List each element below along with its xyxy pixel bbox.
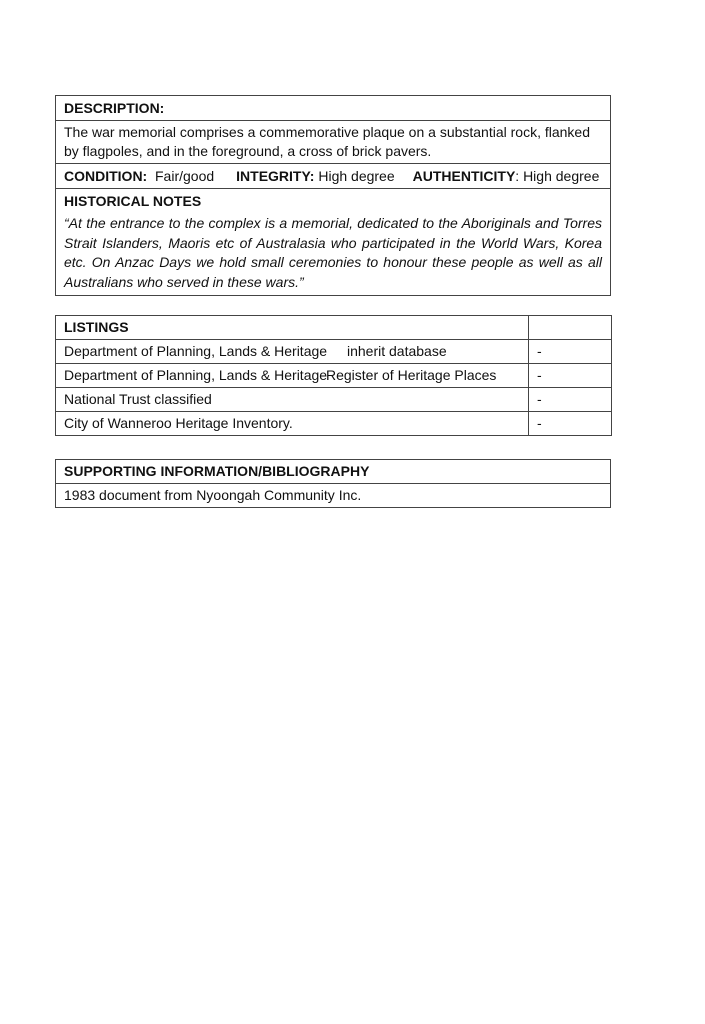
historical-notes-cell [56,189,611,296]
bibliography-heading: SUPPORTING INFORMATION/BIBLIOGRAPHY [56,460,611,484]
condition-value: Fair/good [155,167,215,184]
historical-notes-row [56,189,611,296]
description-heading-row [56,96,611,121]
listing-value: - [529,412,612,436]
bibliography-heading-row [56,460,611,484]
listing-source: National Trust classified [64,391,212,407]
listing-row [56,340,612,364]
listing-cell [56,340,529,364]
integrity-label: INTEGRITY: [236,167,315,184]
listings-heading: LISTINGS [56,316,529,340]
listing-value: - [529,340,612,364]
condition-group [64,167,214,186]
historical-notes-text: “At the entrance to the complex is a memorial, dedicated to the Aboriginals and Torres Strait Islanders, Maoris etc of Australasia who participated in the World Wars, Korea etc. On Anzac Days we hold small ceremonies to honour these people as well as all Australians who served in these wars.” [64,215,602,290]
listings-table [55,315,612,436]
condition-row [56,164,611,189]
authenticity-value: : High degree [515,167,600,184]
historical-notes-heading: HISTORICAL NOTES [64,193,202,209]
listing-row [56,364,612,388]
authenticity-group [413,167,600,186]
integrity-group [236,167,394,186]
description-text: The war memorial comprises a commemorative plaque on a substantial rock, flanked by flagpoles, and in the foreground, a cross of brick pavers. [56,121,611,164]
authenticity-label: AUTHENTICITY [412,167,516,184]
condition-line [64,167,602,186]
listing-database: Register of Heritage Places [326,367,497,383]
listing-database: inherit database [347,343,447,359]
listing-value: - [529,388,612,412]
description-body-row [56,121,611,164]
listing-cell [56,364,529,388]
bibliography-item: 1983 document from Nyoongah Community Inc. [56,484,611,508]
description-table [55,95,611,296]
listing-value: - [529,364,612,388]
listing-cell [56,388,529,412]
listing-source: City of Wanneroo Heritage Inventory. [64,415,293,431]
listing-source: Department of Planning, Lands & Heritage [64,367,328,383]
listings-heading-value [529,316,612,340]
description-heading: DESCRIPTION: [56,96,611,121]
integrity-value: High degree [318,167,395,184]
listing-cell [56,412,529,436]
listings-heading-row [56,316,612,340]
listing-source: Department of Planning, Lands & Heritage [64,343,328,359]
condition-cell [56,164,611,189]
listing-row [56,412,612,436]
condition-label: CONDITION: [64,167,148,184]
listing-row [56,388,612,412]
bibliography-table [55,459,611,508]
bibliography-item-row [56,484,611,508]
